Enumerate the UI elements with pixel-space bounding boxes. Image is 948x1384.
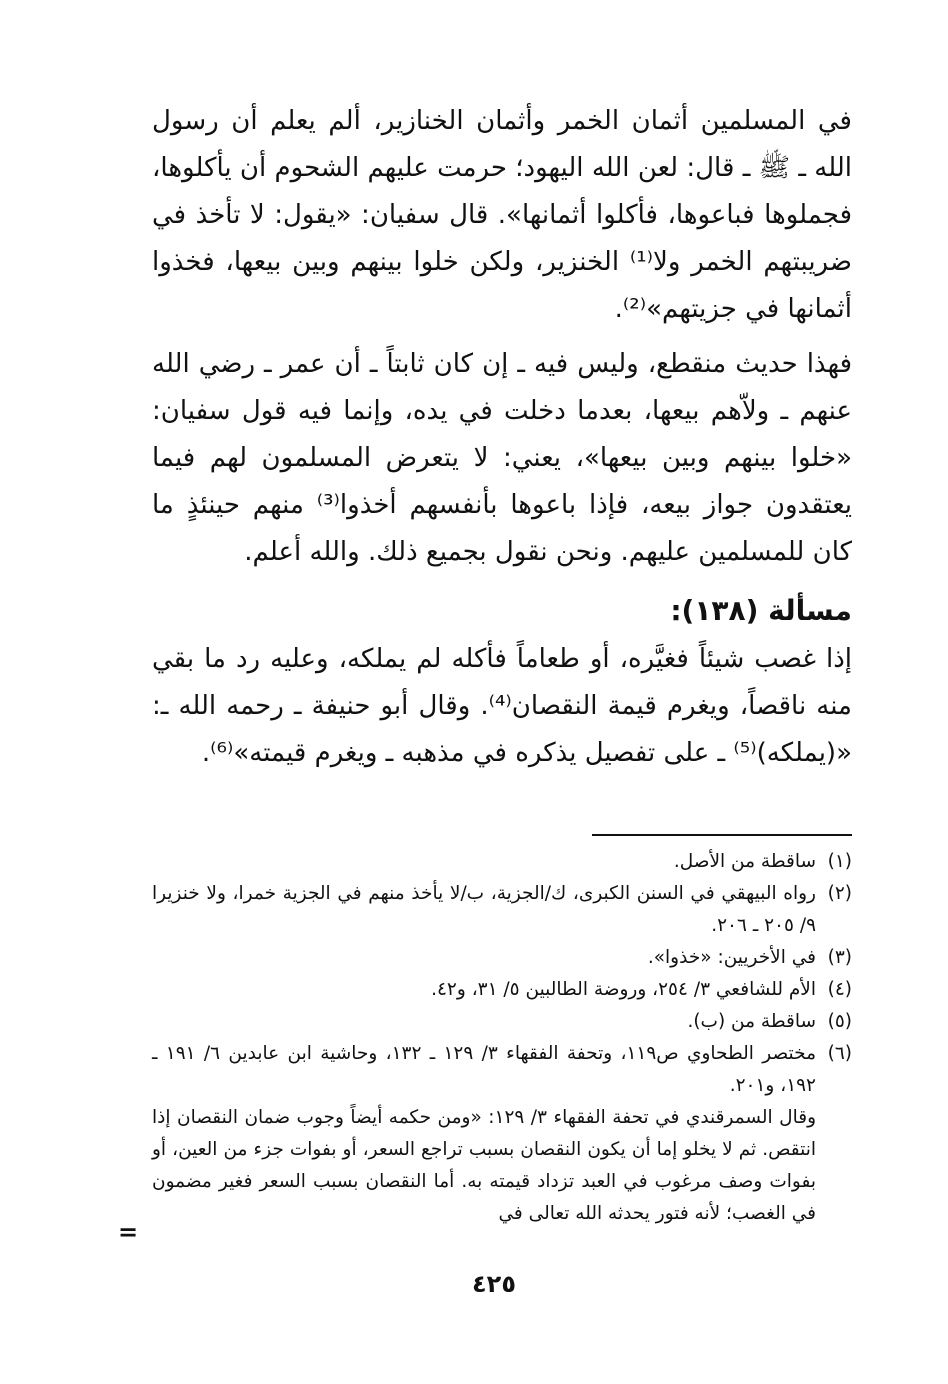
paragraph-1: في المسلمين أثمان الخمر وأثمان الخنازير، ألم يعلم أن رسول الله ـ ﷺ ـ قال: لعن الله اليهود؛ حرمت عليهم الشحوم أن يأكلوها، فجملوها فباعوها، فأكلوا أثمانها». قال سفيان: «يقول: لا تأخذ في ضريبتهم الخمر ولا⁽¹⁾ الخنزير، ولكن خلوا بينهم وبين بيعها، فخذوا أثمانها في جزيتهم»⁽²⁾. — [152, 106, 852, 324]
section-heading: مسألة (١٣٨): — [670, 594, 852, 627]
main-text — [152, 98, 852, 785]
paragraph-3: إذا غصب شيئاً فغيَّره، أو طعاماً فأكله لم يملكه، وعليه رد ما بقي منه ناقصاً، ويغرم قيمة النقصان⁽⁴⁾. وقال أبو حنيفة ـ رحمه الله ـ: «(يملكه)⁽⁵⁾ ـ على تفصيل يذكره في مذهبه ـ ويغرم قيمته»⁽⁶⁾. — [152, 644, 852, 768]
continuation-mark: = — [118, 1218, 139, 1246]
footnote-text: ساقطة من الأصل. — [673, 851, 816, 872]
footnotes — [152, 834, 852, 1230]
page-number: ٤٢٥ — [472, 1270, 516, 1298]
footnote-text: رواه البيهقي في السنن الكبرى، ك/الجزية، ب/لا يأخذ منهم في الجزية خمرا، ولا خنزيرا ٩/ ٢٠٥ ـ ٢٠٦. — [152, 883, 816, 936]
footnote-separator — [592, 834, 852, 836]
footnote-text: مختصر الطحاوي ص١١٩، وتحفة الفقهاء ٣/ ١٢٩ ـ ١٣٢، وحاشية ابن عابدين ٦/ ١٩١ ـ ١٩٢، و٢٠١. — [152, 1043, 816, 1096]
footnote-text: الأم للشافعي ٣/ ٢٥٤، وروضة الطالبين ٥/ ٣١، و٤٢. — [431, 979, 816, 1000]
footnote-number: (٢) — [827, 883, 852, 904]
footnote-6-continuation: وقال السمرقندي في تحفة الفقهاء ٣/ ١٢٩: «ومن حكمه أيضاً وجوب ضمان النقصان إذا انتقص. ثم لا يخلو إما أن يكون النقصان بسبب تراجع السعر، أو بفوات جزء من العين، أو بفوات وصف مرغوب في العبد تزداد قيمته به. أما النقصان بسبب السعر فغير مضمون في الغصب؛ لأنه فتور يحدثه الله تعالى في — [152, 1107, 816, 1224]
footnote-number: (٦) — [827, 1043, 852, 1064]
footnote-number: (١) — [827, 851, 852, 872]
footnote-2 — [152, 878, 852, 942]
footnote-4 — [152, 974, 852, 1006]
footnote-number: (٥) — [827, 1011, 852, 1032]
footnote-5 — [152, 1006, 852, 1038]
footnote-number: (٤) — [827, 979, 852, 1000]
footnote-text: ساقطة من (ب). — [687, 1011, 816, 1032]
footnote-6 — [152, 1038, 852, 1102]
footnote-1 — [152, 846, 852, 878]
footnote-3 — [152, 942, 852, 974]
footnote-text: في الأخريين: «خذوا». — [647, 947, 816, 968]
paragraph-2: فهذا حديث منقطع، وليس فيه ـ إن كان ثابتاً ـ أن عمر ـ رضي الله عنهم ـ ولاّهم بيعها، بعدما دخلت في يده، وإنما فيه قول سفيان: «خلوا بينهم وبين بيعها»، يعني: لا يتعرض المسلمون لهم فيما يعتقدون جواز بيعه، فإذا باعوها بأنفسهم أخذوا⁽³⁾ منهم حينئذٍ ما كان للمسلمين عليهم. ونحن نقول بجميع ذلك. والله أعلم. — [152, 349, 852, 567]
footnote-number: (٣) — [827, 947, 852, 968]
